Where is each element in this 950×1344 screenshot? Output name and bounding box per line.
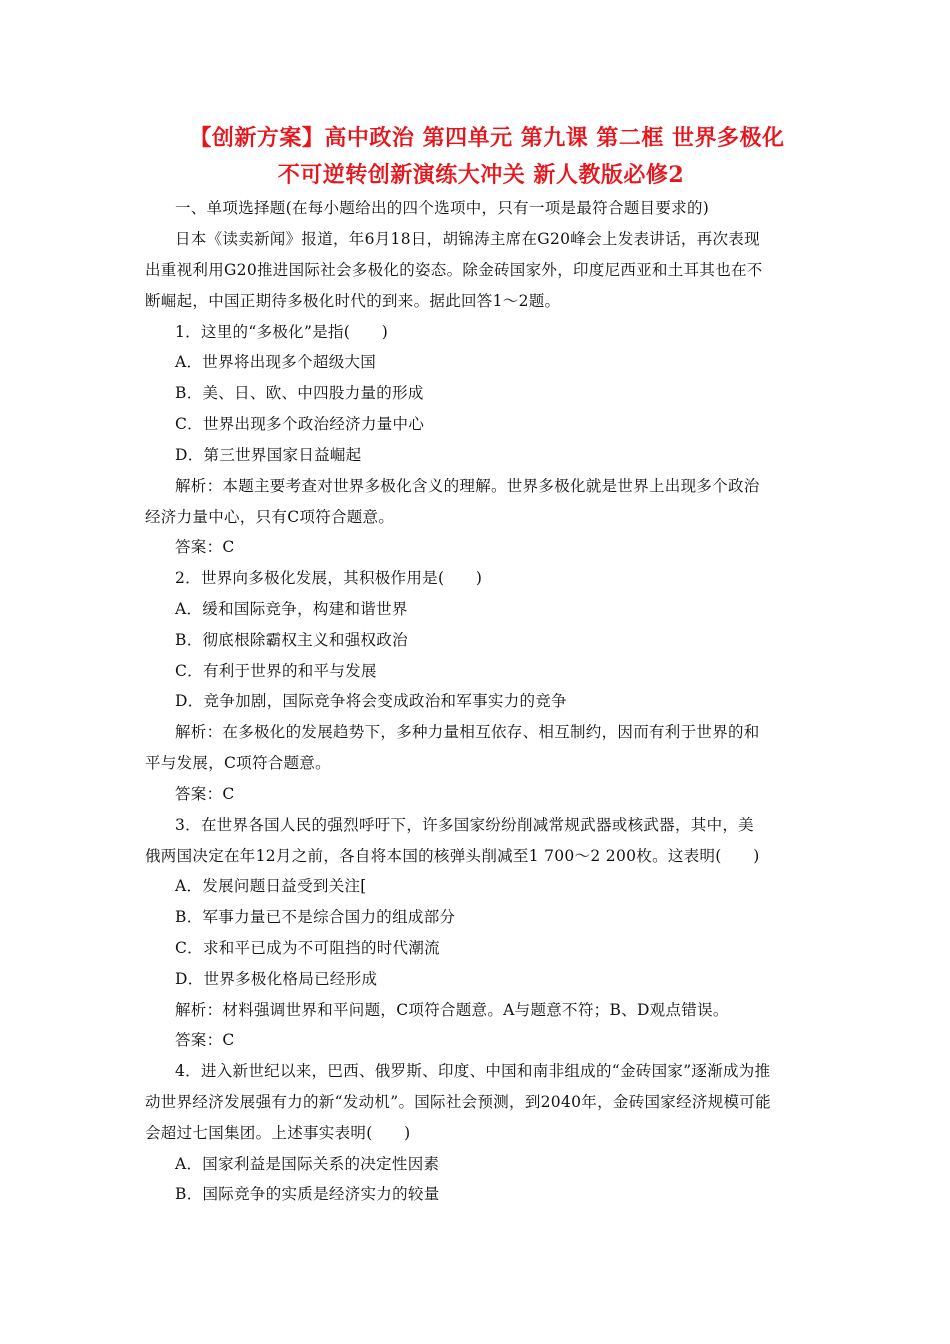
question-1-option-c: C．世界出现多个政治经济力量中心 [175,415,425,433]
question-3-option-b: B．军事力量已不是综合国力的组成部分 [175,908,456,926]
question-4-cont: 动世界经济发展强有力的新“发动机”。国际社会预测，到2040年，金砖国家经济规模可能 [145,1093,771,1111]
question-1: 1．这里的“多极化”是指( ) [175,323,389,341]
question-2-option-d: D．竞争加剧，国际竞争将会变成政治和军事实力的竞争 [175,692,567,710]
question-3-analysis: 解析：材料强调世界和平问题，C项符合题意。A与题意不符；B、D观点错误。 [175,1001,729,1019]
question-4-cont: 会超过七国集团。上述事实表明( ) [145,1124,411,1142]
question-1-analysis-cont: 经济力量中心，只有C项符合题意。 [145,508,395,526]
question-2-option-a: A．缓和国际竞争，构建和谐世界 [175,600,408,618]
document-title-line-2: 不可逆转创新演练大冲关 新人教版必修2 [277,162,685,188]
question-3-option-c: C．求和平已成为不可阻挡的时代潮流 [175,939,440,957]
question-4-option-a: A．国家利益是国际关系的决定性因素 [175,1155,440,1173]
question-2-analysis-cont: 平与发展，C项符合题意。 [145,754,331,772]
question-4: 4．进入新世纪以来，巴西、俄罗斯、印度、中国和南非组成的“金砖国家”逐渐成为推 [175,1062,771,1080]
passage-line: 日本《读卖新闻》报道，年6月18日，胡锦涛主席在G20峰会上发表讲话，再次表现 [175,230,760,248]
passage-line: 断崛起，中国正期待多极化时代的到来。据此回答1～2题。 [145,292,561,310]
question-1-option-b: B．美、日、欧、中四股力量的形成 [175,384,424,402]
question-2-analysis: 解析：在多极化的发展趋势下，多种力量相互依存、相互制约，因而有利于世界的和 [175,723,760,741]
question-1-analysis: 解析：本题主要考查对世界多极化含义的理解。世界多极化就是世界上出现多个政治 [175,477,760,495]
question-3-answer: 答案：C [175,1031,235,1049]
question-3-cont: 俄两国决定在年12月之前，各自将本国的核弹头削减至1 700～2 200枚。这表明( ) [145,847,760,865]
question-4-option-b: B．国际竞争的实质是经济实力的较量 [175,1185,440,1203]
question-2-option-c: C．有利于世界的和平与发展 [175,662,377,680]
question-2-option-b: B．彻底根除霸权主义和强权政治 [175,631,408,649]
question-1-option-d: D．第三世界国家日益崛起 [175,446,362,464]
question-2: 2．世界向多极化发展，其积极作用是( ) [175,569,483,587]
question-3-option-d: D．世界多极化格局已经形成 [175,970,378,988]
document-title-line-1: 【创新方案】高中政治 第四单元 第九课 第二框 世界多极化 [189,125,785,151]
question-3: 3．在世界各国人民的强烈呼吁下，许多国家纷纷削减常规武器或核武器，其中，美 [175,816,754,834]
question-1-answer: 答案：C [175,538,235,556]
question-2-answer: 答案：C [175,785,235,803]
passage-line: 出重视利用G20推进国际社会多极化的姿态。除金砖国家外，印度尼西亚和土耳其也在不 [145,261,763,279]
section-heading: 一、单项选择题(在每小题给出的四个选项中，只有一项是最符合题目要求的) [175,199,710,217]
question-3-option-a: A．发展问题日益受到关注[ [175,877,367,895]
question-1-option-a: A．世界将出现多个超级大国 [175,353,377,371]
